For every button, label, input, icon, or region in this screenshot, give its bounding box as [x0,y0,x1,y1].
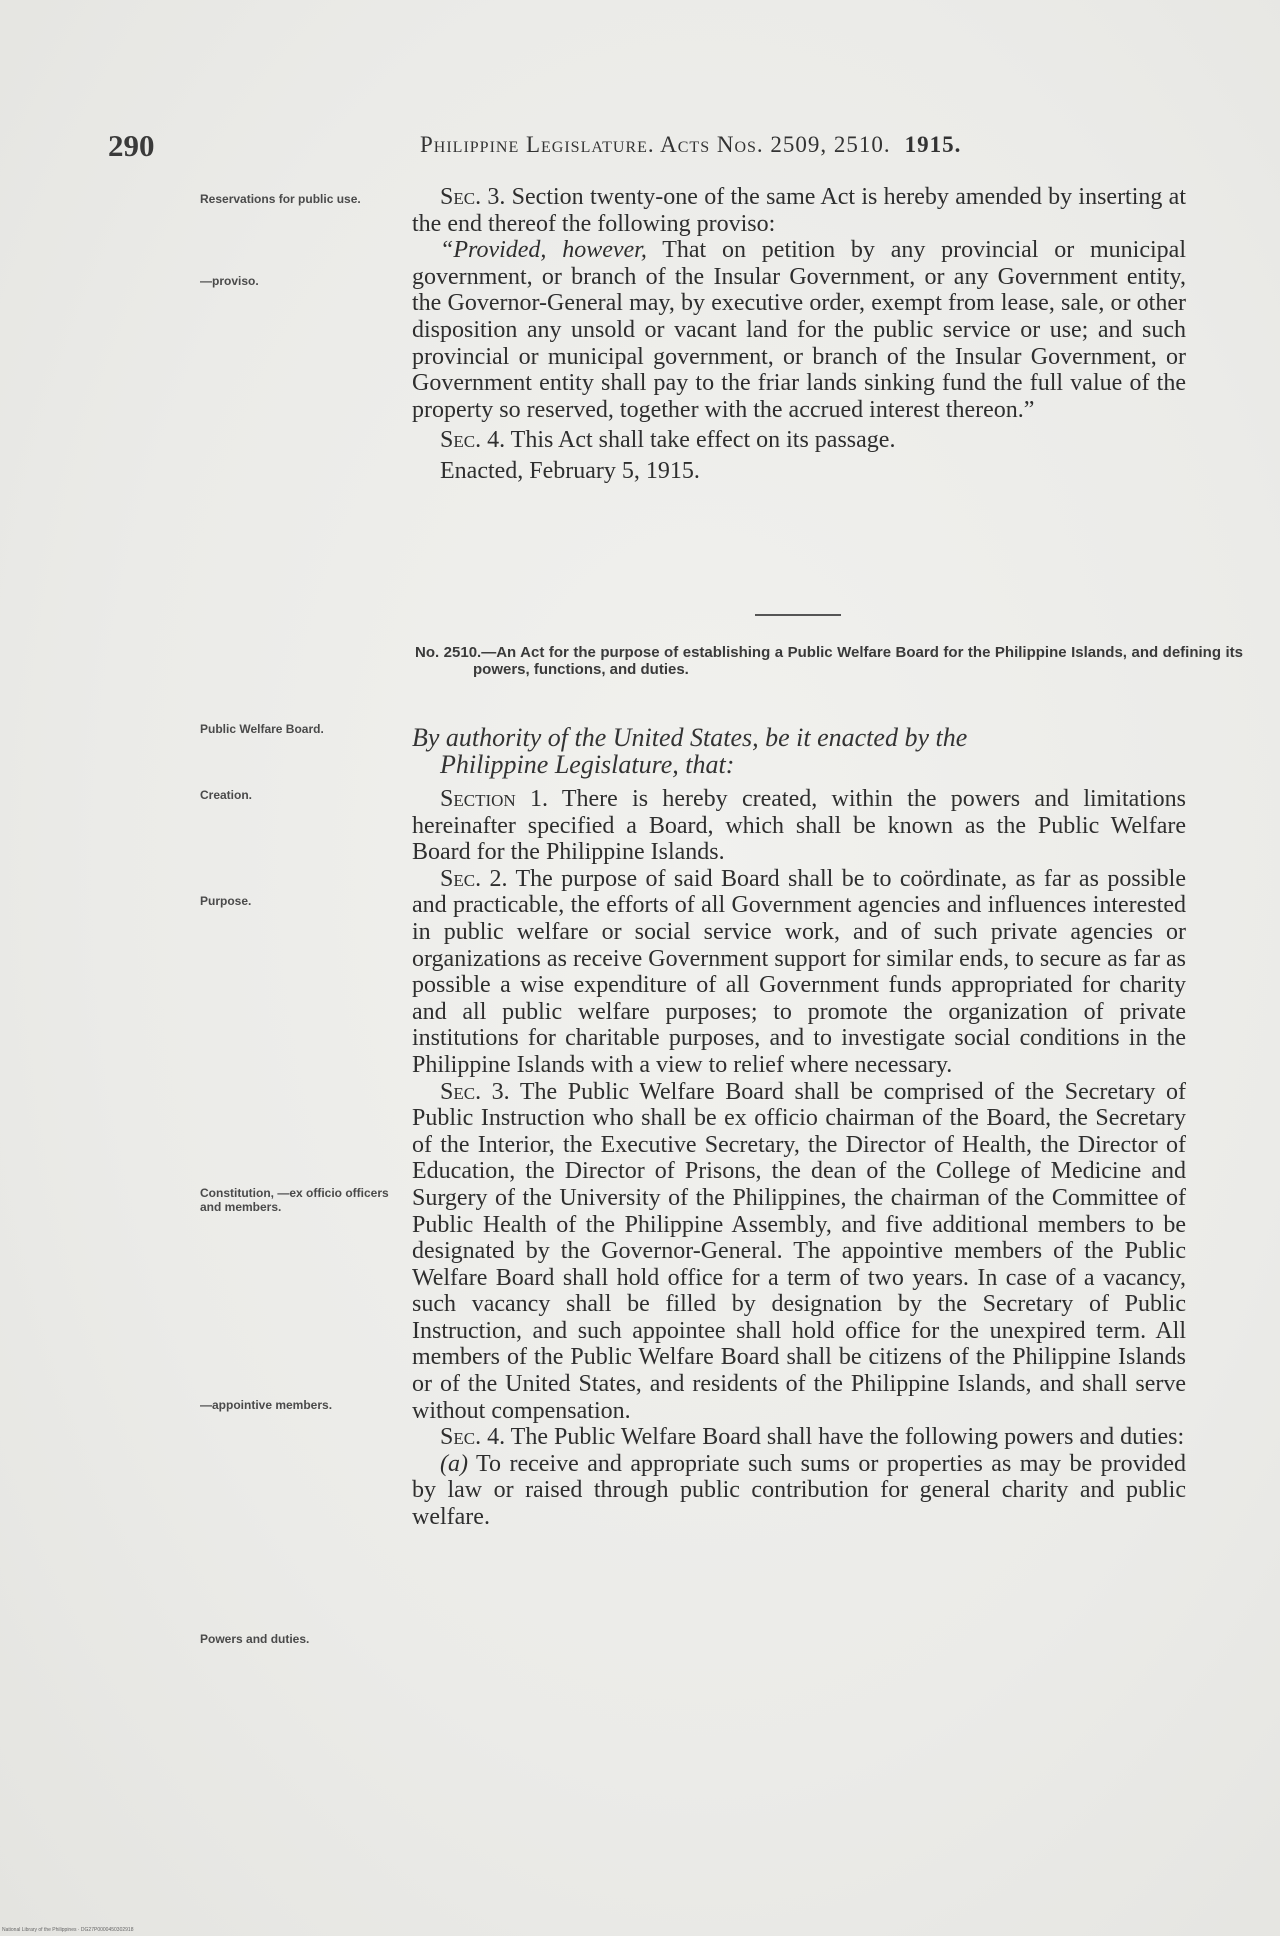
running-head [420,132,961,158]
section-4-paragraph [412,1424,1186,1451]
act-2509-sec3-paragraph [412,184,1186,237]
section-1-text: There is hereby created, within the powers and limitations hereinafter specified a Board, which shall be known as the Public Welfare Board for the Philippine Islands. [412,786,1186,866]
section-1-paragraph [412,786,1186,866]
act-2509-sec4-paragraph [412,427,1186,454]
scan-footer: National Library of the Philippines · DG27P0000450302918 [2,1927,134,1933]
enacting-line-2: Philippine Legislature, that: [440,750,735,779]
section-2-text: The purpose of said Board shall be to coördinate, as far as possible and practicable, the efforts of all Government agencies and influences interested in public welfare or social service work, and of such private agencies or organizations as receive Government support for similar ends, to secure as far as possible a wise expenditure of all Government funds appropriated for charity and all public welfare purposes; to promote the organization of private institutions for charitable purposes, and to investigate social conditions in the Philippine Islands with a view to relief where necessary. [412,865,1186,1078]
proviso-lead: “Provided, however, [440,237,647,264]
section-3-label: Sec. 3. [440,1078,510,1105]
section-4-text: The Public Welfare Board shall have the following powers and duties: [510,1424,1185,1451]
sec3-label: Sec. 3. [440,184,506,210]
act-2509-section-3 [412,184,1186,485]
margin-note-constitution: Constitution, —ex officio officers and members. [200,1186,389,1214]
section-1-label: Section 1. [440,786,548,812]
page-number: 290 [108,128,155,163]
item-a-label: (a) [440,1450,468,1477]
page-header [108,128,1188,168]
sec3-text: Section twenty-one of the same Act is hereby amended by inserting at the end thereof the following proviso: [412,184,1187,237]
sec4-text: This Act shall take effect on its passage. [510,427,896,454]
section-3-text: The Public Welfare Board shall be comprised of the Secretary of Public Instruction who shall be ex officio chairman of the Board, the Secretary of the Interior, the Executive Secretary, the Director of Health, the Director of Education, the Director of Prisons, the dean of the College of Medicine and Surgery of the University of the Philippines, the chairman of the Committee of Public Health of the Philippine Assembly, and five additional members to be designated by the Governor-General. The appointive members of the Public Welfare Board shall hold office for a term of two years. In case of a vacancy, such vacancy shall be filled by designation by the Secretary of Public Instruction, and such appointee shall hold office for the unexpired term. All members of the Public Welfare Board shall be citizens of the Philippine Islands or of the United States, and residents of the Philippine Islands, and shall serve without compensation. [412,1078,1186,1424]
margin-note-appointive: —appointive members. [200,1398,333,1412]
margin-note-reservations: Reservations for public use. [200,192,361,206]
section-4-label: Sec. 4. [440,1424,506,1451]
enacting-line-1: By authority of the United States, be it enacted by the [412,723,968,752]
margin-note-public-welfare-board: Public Welfare Board. [200,722,324,736]
act-2510-body [412,786,1186,1531]
section-divider [755,614,841,616]
running-head-year: 1915. [904,132,962,157]
margin-note-powers: Powers and duties. [200,1632,310,1646]
item-a-paragraph [412,1451,1186,1531]
enacting-clause [412,724,1186,778]
item-a-text: To receive and appropriate such sums or properties as may be provided by law or raised through public contribution for general charity and public welfare. [412,1450,1186,1531]
proviso-paragraph [412,237,1186,423]
sec4-label: Sec. 4. [440,427,506,454]
section-2-label: Sec. 2. [440,865,508,892]
running-head-title: Philippine Legislature. Acts Nos. 2509, 2510. [420,132,891,157]
section-3-paragraph [412,1079,1186,1425]
margin-note-purpose: Purpose. [200,894,252,908]
section-2-paragraph [412,866,1186,1079]
enacted-date: Enacted, February 5, 1915. [440,457,700,484]
proviso-text: That on petition by any provincial or municipal government, or branch of the Insular Government, or any Government entity, the Governor-General may, by executive order, exempt from lease, sale, or other disposition any unsold or vacant land for the public service or use; and such provincial or municipal government, or branch of the Insular Government, or Government entity shall pay to the friar lands sinking fund the full value of the property so reserved, together with the accrued interest thereon.” [412,237,1186,423]
act-2510-title: No. 2510.—An Act for the purpose of establishing a Public Welfare Board for the Philippine Islands, and defining its powers, functions, and duties. [415,644,1243,678]
margin-note-creation: Creation. [200,788,253,802]
margin-note-proviso: —proviso. [200,274,259,288]
